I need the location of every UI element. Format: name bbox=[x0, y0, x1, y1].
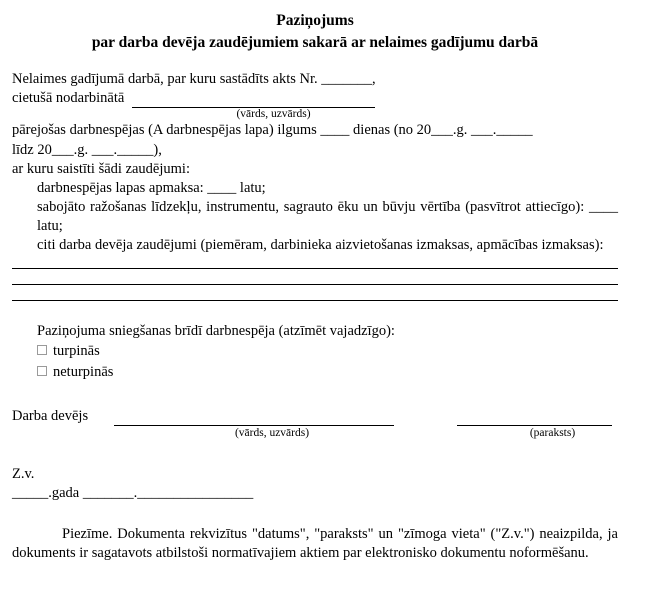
employer-label: Darba devējs bbox=[12, 407, 89, 424]
loss-item-other[interactable]: citi darba devēja zaudējumi (piemēram, darbinieka aizvietošanas izmaksas, apmācības izmaksas): bbox=[37, 237, 604, 254]
loss-item-property-damage[interactable]: sabojāto ražošanas līdzekļu, instrumentu, sagrauto ēku un būvju vērtība (pasvītrot attiecīgo): ____ latu; bbox=[37, 198, 618, 235]
checkbox-icon[interactable] bbox=[37, 366, 47, 376]
capacity-status-section bbox=[12, 322, 618, 381]
employer-signature-input[interactable] bbox=[457, 411, 612, 426]
capacity-option-continues-label: turpinās bbox=[53, 343, 100, 360]
blank-line-2[interactable] bbox=[12, 284, 618, 285]
capacity-option-not-continues-label: neturpinās bbox=[53, 363, 114, 380]
title-line-1: Paziņojums bbox=[276, 12, 354, 29]
employer-name-input[interactable] bbox=[114, 411, 394, 426]
losses-intro-line: ar kuru saistīti šādi zaudējumi: bbox=[12, 160, 190, 177]
victim-name-line bbox=[12, 89, 618, 108]
employer-name-caption: (vārds, uzvārds) bbox=[234, 426, 310, 439]
incapacity-line-2[interactable]: līdz 20___.g. ___._____), bbox=[12, 141, 162, 158]
act-number-blank[interactable]: _______ bbox=[321, 71, 373, 87]
capacity-option-not-continues[interactable] bbox=[12, 363, 618, 382]
victim-name-input[interactable] bbox=[132, 93, 375, 108]
checkbox-icon[interactable] bbox=[37, 345, 47, 355]
intro-section bbox=[12, 70, 618, 255]
victim-name-label: cietušā nodarbinātā bbox=[12, 90, 125, 107]
title-line-2: par darba devēja zaudējumiem sakarā ar nelaimes gadījumu darbā bbox=[91, 34, 539, 51]
accident-act-text: Nelaimes gadījumā darbā, par kuru sastādīts akts Nr. bbox=[12, 71, 322, 87]
document-title bbox=[12, 10, 618, 54]
signature-captions bbox=[12, 427, 618, 443]
note-text: Piezīme. Dokumenta rekvizītus "datums", "paraksts" un "zīmoga vieta" ("Z.v.") neaizpilda, ja dokuments ir sagatavots atbilstoši normatīvajiem aktiem par elektronisko dokumentu noformēšanu. bbox=[12, 526, 618, 562]
signature-section bbox=[12, 407, 618, 443]
capacity-status-heading: Paziņojuma sniegšanas brīdī darbnespēja (atzīmēt vajadzīgo): bbox=[37, 323, 395, 340]
stamp-section bbox=[12, 465, 618, 503]
stamp-place-label: Z.v. bbox=[12, 465, 35, 482]
blank-line-3[interactable] bbox=[12, 300, 618, 301]
note-section bbox=[12, 525, 618, 563]
date-line[interactable]: _____.gada _______.________________ bbox=[12, 484, 254, 501]
employer-signature-caption: (paraksts) bbox=[529, 426, 576, 439]
accident-act-line bbox=[12, 70, 618, 89]
incapacity-line-1[interactable]: pārejošas darbnespējas (A darbnespējas lapa) ilgums ____ dienas (no 20___.g. ___._____ bbox=[12, 122, 533, 139]
victim-name-caption: (vārds, uzvārds) bbox=[236, 108, 311, 121]
capacity-option-continues[interactable] bbox=[12, 342, 618, 361]
blank-lines-section bbox=[12, 268, 618, 301]
loss-item-sick-pay[interactable]: darbnespējas lapas apmaksa: ____ latu; bbox=[37, 179, 266, 196]
blank-line-1[interactable] bbox=[12, 268, 618, 269]
employer-signature-row bbox=[12, 407, 618, 426]
accident-act-tail: , bbox=[372, 71, 376, 87]
